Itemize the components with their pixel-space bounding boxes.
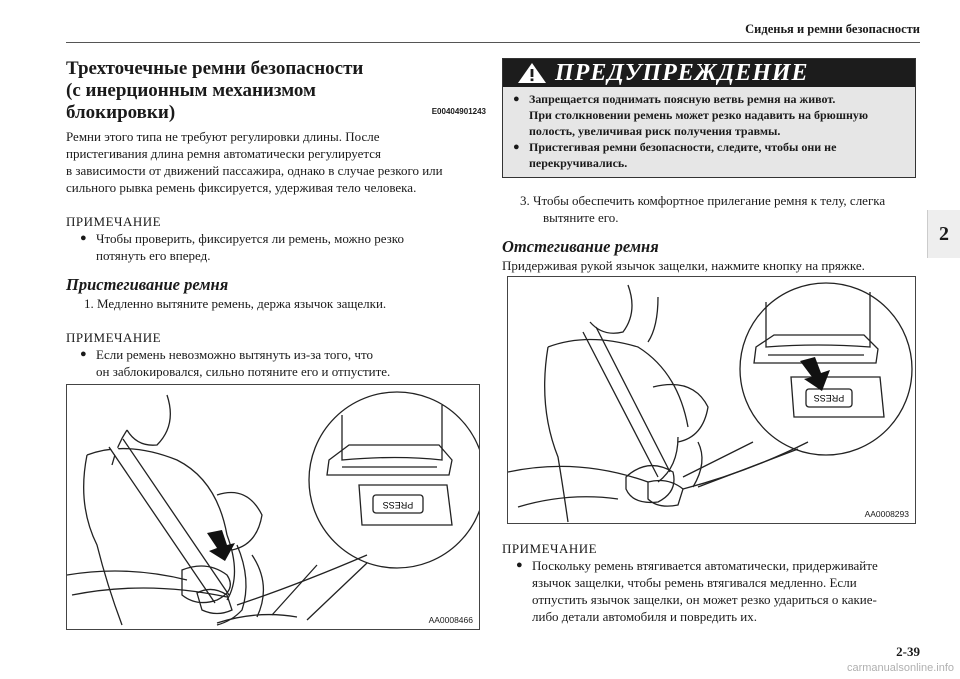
right-column — [502, 192, 922, 274]
note-bullet: ● Чтобы проверить, фиксируется ли ремень, можно резко потянуть его вперед. — [66, 230, 486, 264]
note-title: ПРИМЕЧАНИЕ — [66, 330, 162, 345]
unfasten-heading: Отстегивание ремня — [502, 237, 659, 256]
note-title: ПРИМЕЧАНИЕ — [66, 214, 162, 229]
unfasten-figure — [507, 276, 916, 524]
fasten-figure — [66, 384, 480, 630]
note-title: ПРИМЕЧАНИЕ — [502, 541, 598, 556]
press-label: PRESS — [813, 393, 845, 403]
arrow-icon — [207, 530, 235, 561]
note-bullet: ● Поскольку ремень втягивается автоматически, придерживайте язычок защелки, чтобы ремень втягивался медленно. Если отпустить язычок защелки, он может резко удариться о какие- либо детали автомобиля и повредить их. — [502, 557, 922, 625]
note-bullet: ● Если ремень невозможно вытянуть из-за того, что он заблокировался, сильно потяните его и отпустите. — [66, 346, 486, 397]
chapter-tab: 2 — [927, 210, 960, 258]
warning-item: ● Запрещается поднимать поясную ветвь ремня на живот. При столкновении ремень может резко надавить на брюшную полость, увеличивая риск получения травмы. — [511, 91, 907, 139]
step-1: 1. Медленно вытяните ремень, держа язычок защелки. — [84, 296, 387, 311]
section-title: Трехточечные ремни безопасности (с инерционным механизмом блокировки) E00404901243 — [66, 58, 486, 123]
intro-paragraph: Ремни этого типа не требуют регулировки длины. После пристегивания длина ремня автоматически регулируется в зависимости от движений пассажира, однако в случае резкого или сильного рывка ремень фиксируется, удерживая тело человека. — [66, 129, 443, 195]
left-column — [66, 58, 486, 431]
warning-box — [502, 58, 916, 178]
running-header: Сиденья и ремни безопасности — [745, 22, 920, 36]
figure-code: AA0008293 — [864, 509, 909, 519]
right-note — [502, 540, 922, 625]
arrow-icon — [800, 357, 830, 391]
press-label: PRESS — [382, 500, 414, 510]
figure-code: AA0008466 — [428, 615, 473, 625]
step-3: 3. Чтобы обеспечить комфортное прилегание ремня к телу, слегка вытяните его. — [520, 193, 886, 225]
unfasten-illustration — [508, 277, 915, 523]
page-number: 2-39 — [896, 644, 920, 659]
header-rule — [66, 42, 920, 43]
warning-title: ПРЕДУПРЕЖДЕНИЕ — [555, 59, 809, 86]
fasten-heading: Пристегивание ремня — [66, 275, 229, 294]
watermark: carmanualsonline.info — [846, 662, 954, 674]
warning-triangle-icon — [515, 60, 549, 86]
warning-body — [503, 87, 915, 177]
unfasten-text: Придерживая рукой язычок защелки, нажмите кнопку на пряжке. — [502, 258, 865, 273]
fasten-illustration — [67, 385, 479, 629]
section-code: E00404901243 — [431, 107, 486, 116]
warning-item: ● Пристегивая ремни безопасности, следите, чтобы они не перекручивались. — [511, 139, 907, 171]
warning-header — [503, 59, 915, 87]
